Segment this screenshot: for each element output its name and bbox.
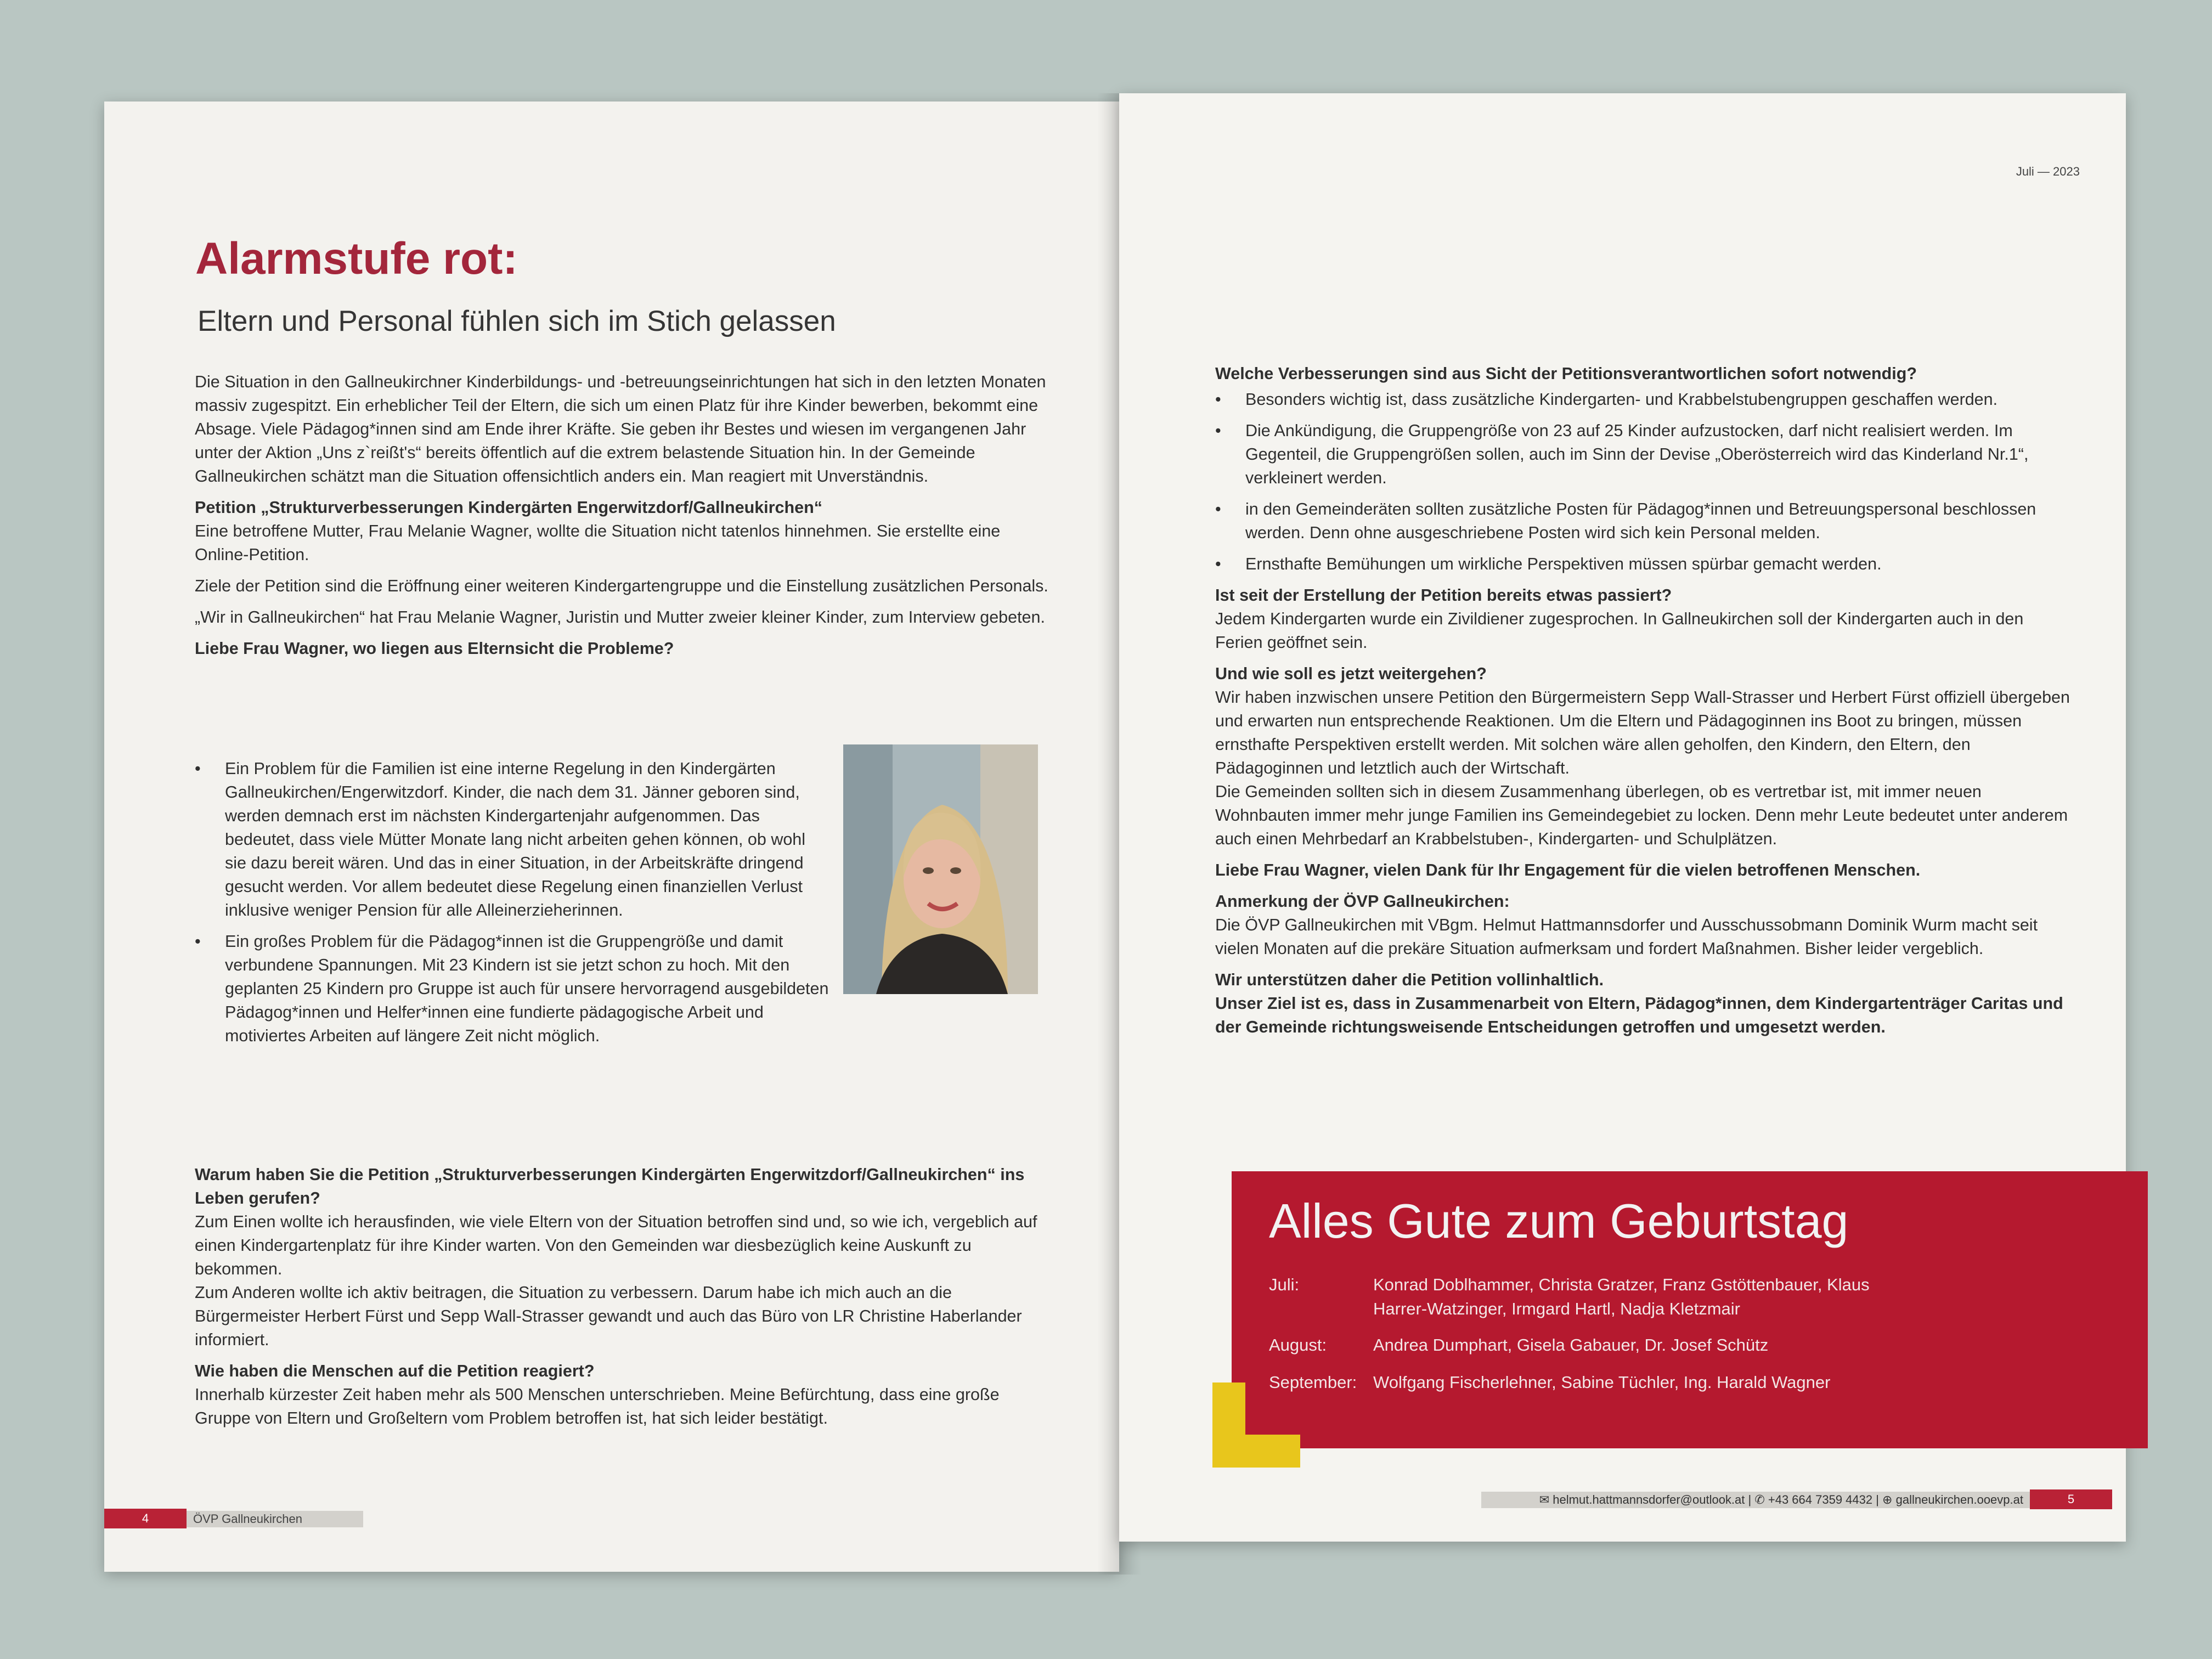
- list-item: • in den Gemeinderäten sollten zusätzliche Posten für Pädagog*innen und Betreuungspersonal beschlossen werden. Denn ohne ausgeschriebene Posten wird sich kein Personal melden.: [1215, 498, 2071, 545]
- question-why-petition: Warum haben Sie die Petition „Strukturverbesserungen Kindergärten Engerwitzdorf/Gallneukirchen“ ins Leben gerufen?: [195, 1165, 1025, 1207]
- yellow-corner-shape: [1212, 1383, 1300, 1468]
- goals-text: Ziele der Petition sind die Eröffnung einer weiteren Kindergartengruppe und die Einstellung zusätzlichen Personals.: [195, 577, 1048, 595]
- answer-next-steps-1: Wir haben inzwischen unsere Petition den Bürgermeistern Sepp Wall-Strasser und Herbert Fürst offiziell übergeben und erwarten nun entsprechende Reaktionen. Um die Eltern und Pädagoginnen ins Boot zu bringen, müssen ernsthafte Perspektiven erstellt werden. Mit solchen wäre allen geholfen, den Kindern, den Eltern, den Pädagoginnen und letztlich auch der Wirtschaft.: [1215, 688, 2070, 777]
- page-number-right: 5: [2030, 1489, 2112, 1509]
- support-line-1: Wir unterstützen daher die Petition vollinhaltlich.: [1215, 970, 1604, 989]
- birthday-row-september: [1232, 1370, 2055, 1395]
- answer-why-2: Zum Anderen wollte ich aktiv beitragen, die Situation zu verbessern. Darum habe ich mich auch an die Bürgermeister Herbert Fürst und Sepp Wall-Strasser gewandt und auch das Büro von LR Christine Haberlander informiert.: [195, 1283, 1022, 1349]
- question-next-steps: Und wie soll es jetzt weitergehen?: [1215, 664, 1487, 683]
- portrait-photo: [843, 744, 1038, 994]
- birthday-names: Andrea Dumphart, Gisela Gabauer, Dr. Josef Schütz: [1373, 1335, 1769, 1355]
- birthday-names: Wolfgang Fischerlehner, Sabine Tüchler, Ing. Harald Wagner: [1373, 1373, 1831, 1392]
- birthday-month: August:: [1269, 1335, 1327, 1355]
- footer-party-name: ÖVP Gallneukirchen: [187, 1511, 363, 1527]
- birthday-row-july: [1232, 1273, 2055, 1322]
- note-text: Die ÖVP Gallneukirchen mit VBgm. Helmut Hattmannsdorfer und Ausschussobmann Dominik Wurm macht seit vielen Monaten auf die prekäre Situation aufmerksam und fordert Maßnahmen. Bisher leider vergeblich.: [1215, 916, 2038, 958]
- problems-list: [195, 757, 831, 1056]
- question-problems: Liebe Frau Wagner, wo liegen aus Elternsicht die Probleme?: [195, 639, 674, 658]
- right-footer: [1481, 1489, 2126, 1509]
- note-heading: Anmerkung der ÖVP Gallneukirchen:: [1215, 892, 1510, 911]
- left-page: [104, 101, 1119, 1572]
- birthday-month: Juli:: [1269, 1275, 1300, 1294]
- thanks-line: Liebe Frau Wagner, vielen Dank für Ihr Engagement für die vielen betroffenen Menschen.: [1215, 861, 1921, 879]
- birthday-box: [1232, 1171, 2148, 1448]
- list-item: • Besonders wichtig ist, dass zusätzliche Kindergarten- und Krabbelstubengruppen geschaffen werden.: [1215, 388, 2071, 411]
- footer-contact: ✉ helmut.hattmannsdorfer@outlook.at | ✆ +43 664 7359 4432 | ⊕ gallneukirchen.ooevp.at: [1481, 1492, 2030, 1508]
- support-line-2: Unser Ziel ist es, dass in Zusammenarbeit von Eltern, Pädagog*innen, dem Kindergartenträger Caritas und der Gemeinde richtungsweisende Entscheidungen getroffen und umgesetzt werden.: [1215, 994, 2063, 1036]
- page-number-left: 4: [104, 1509, 187, 1528]
- birthday-title: Alles Gute zum Geburtstag: [1269, 1194, 1849, 1248]
- petition-heading: Petition „Strukturverbesserungen Kindergärten Engerwitzdorf/Gallneukirchen“: [195, 498, 822, 517]
- left-footer: [104, 1509, 368, 1528]
- petition-text: Eine betroffene Mutter, Frau Melanie Wagner, wollte die Situation nicht tatenlos hinnehmen. Sie erstellte eine Online-Petition.: [195, 522, 1001, 564]
- list-item: • Ein großes Problem für die Pädagog*innen ist die Gruppengröße und damit verbundene Spannungen. Mit 23 Kindern ist sie jetzt schon zu hoch. Mit den geplanten 25 Kindern pro Gruppe ist auch für unsere hervorragend ausgebildeten Pädagog*innen und Helfer*innen eine fundierte pädagogische Arbeit und motiviertes Arbeiten auf längere Zeit nicht möglich.: [195, 930, 831, 1048]
- intro-paragraph: Die Situation in den Gallneukirchner Kinderbildungs- und -betreuungseinrichtungen hat sich in den letzten Monaten massiv zugespitzt. Ein erheblicher Teil der Eltern, die sich um einen Platz für ihre Kinder bewerben, bekommt eine Absage. Viele Pädagog*innen sind am Ende ihrer Kräfte. Sie geben ihr Bestes und wiesen im vergangenen Jahr unter der Aktion „Uns z`reißt's“ bereits öffentlich auf die extrem belastende Situation hin. In der Gemeinde Gallneukirchen schätzt man die Situation offensichtlich anders ein. Man reagiert mit Unverständnis.: [195, 373, 1046, 486]
- question-reaction: Wie haben die Menschen auf die Petition reagiert?: [195, 1362, 595, 1380]
- article-subtitle: Eltern und Personal fühlen sich im Stich gelassen: [198, 305, 836, 337]
- answer-why-1: Zum Einen wollte ich herausfinden, wie viele Eltern von der Situation betroffen sind und, so wie ich, vergeblich auf einen Kindergartenplatz für ihre Kinder warten. Von den Gemeinden war diesbezüglich keine Auskunft zu bekommen.: [195, 1212, 1037, 1278]
- issue-date: Juli — 2023: [2016, 165, 2080, 178]
- birthday-row-august: [1232, 1333, 2055, 1357]
- list-item: • Ernsthafte Bemühungen um wirkliche Perspektiven müssen spürbar gemacht werden.: [1215, 552, 2071, 576]
- answer-progress: Jedem Kindergarten wurde ein Zivildiener zugesprochen. In Gallneukirchen soll der Kindergarten auch in den Ferien geöffnet sein.: [1215, 610, 2024, 652]
- answer-next-steps-2: Die Gemeinden sollten sich in diesem Zusammenhang überlegen, ob es vertretbar ist, mit immer neuen Wohnbauten immer mehr junge Familien ins Gemeindegebiet zu locken. Denn mehr Leute bedeutet unter anderem auch einen Mehrbedarf an Krabbelstuben-, Kindergarten- und Schulplätzen.: [1215, 782, 2068, 848]
- list-item: • Die Ankündigung, die Gruppengröße von 23 auf 25 Kinder aufzustocken, darf nicht realisiert werden. Im Gegenteil, die Gruppengrößen sollen, auch im Sinn der Devise „Oberösterreich wird das Kinderland Nr.1“, verkleinert werden.: [1215, 419, 2071, 490]
- right-page: [1119, 93, 2126, 1542]
- right-body: [1215, 362, 2071, 1039]
- portrait-photo-image: [843, 744, 1038, 994]
- answer-reaction: Innerhalb kürzester Zeit haben mehr als 500 Menschen unterschrieben. Meine Befürchtung, dass eine große Gruppe von Eltern und Großeltern vom Problem betroffen ist, hat sich leider bestätigt.: [195, 1385, 1000, 1427]
- question-improvements: Welche Verbesserungen sind aus Sicht der Petitionsverantwortlichen sofort notwendig?: [1215, 364, 1917, 383]
- list-item: • Ein Problem für die Familien ist eine interne Regelung in den Kindergärten Gallneukirchen/Engerwitzdorf. Kinder, die nach dem 31. Jänner geboren sind, werden demnach erst im nächsten Kindergartenjahr aufgenommen. Das bedeutet, dass viele Mütter Monate lang nicht arbeiten gehen können, ob wohl sie dazu bereit wären. Und das in einer Situation, in der Arbeitskräfte dringend gesucht werden. Vor allem bedeutet diese Regelung einen finanziellen Verlust inklusive weniger Pension für alle Alleinerzieherinnen.: [195, 757, 831, 922]
- question-progress: Ist seit der Erstellung der Petition bereits etwas passiert?: [1215, 586, 1672, 605]
- left-body-bottom: [195, 1163, 1051, 1430]
- interview-text: „Wir in Gallneukirchen“ hat Frau Melanie Wagner, Juristin und Mutter zweier kleiner Kinder, zum Interview gebeten.: [195, 608, 1045, 627]
- left-body-top: [195, 370, 1051, 661]
- birthday-names: Konrad Doblhammer, Christa Gratzer, Franz Gstöttenbauer, Klaus Harrer-Watzinger, Irmgard Hartl, Nadja Kletzmair: [1373, 1275, 1870, 1318]
- article-title: Alarmstufe rot:: [195, 234, 518, 284]
- birthday-month: September:: [1269, 1373, 1357, 1392]
